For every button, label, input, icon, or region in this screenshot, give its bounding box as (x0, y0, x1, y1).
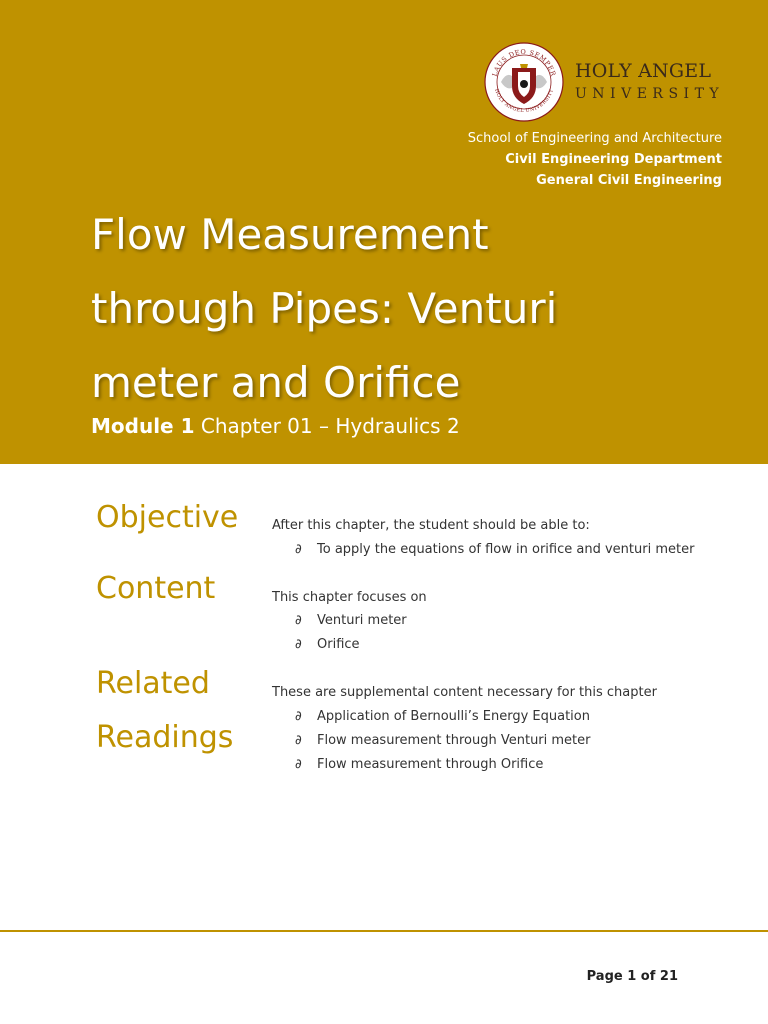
related-item (295, 757, 543, 772)
header-banner (0, 0, 768, 464)
title-line-1: Flow Measurement (91, 210, 489, 259)
seal-name: HOLY ANGEL UNIVERSITY (492, 88, 556, 115)
bullet-marker-icon: ∂ (295, 542, 302, 557)
related-item-text: Application of Bernoulli’s Energy Equation (317, 709, 590, 724)
university-name: HOLY ANGEL (575, 60, 712, 82)
page-number: Page 1 of 21 (586, 969, 678, 984)
footer-divider (0, 930, 768, 932)
bullet-marker-icon: ∂ (295, 637, 302, 652)
university-subname: UNIVERSITY (575, 86, 725, 102)
module-line (91, 414, 460, 438)
title-line-2: through Pipes: Venturi (91, 284, 558, 333)
related-item (295, 709, 590, 724)
related-item-text: Flow measurement through Orifice (317, 757, 544, 772)
related-heading: Related (96, 666, 210, 701)
bullet-marker-icon: ∂ (295, 709, 302, 724)
objective-item-text: To apply the equations of flow in orifice and venturi meter (317, 542, 695, 557)
university-seal-icon (484, 42, 564, 122)
university-logo (484, 42, 724, 122)
bullet-marker-icon: ∂ (295, 613, 302, 628)
program-name: General Civil Engineering (536, 173, 722, 188)
content-item-text: Venturi meter (317, 613, 407, 628)
school-name: School of Engineering and Architecture (467, 131, 722, 146)
content-heading: Content (96, 571, 216, 606)
readings-heading: Readings (96, 720, 234, 755)
content-item (295, 613, 407, 628)
module-label: Module 1 (91, 414, 195, 438)
related-item (295, 733, 591, 748)
objective-intro: After this chapter, the student should be able to: (272, 518, 590, 533)
related-intro: These are supplemental content necessary for this chapter (272, 685, 657, 700)
bullet-marker-icon: ∂ (295, 733, 302, 748)
title-line-3: meter and Orifice (91, 358, 461, 407)
content-item-text: Orifice (317, 637, 360, 652)
objective-item (295, 542, 694, 557)
document-title (91, 198, 691, 420)
bullet-marker-icon: ∂ (295, 757, 302, 772)
related-item-text: Flow measurement through Venturi meter (317, 733, 591, 748)
seal-motto: LAUS DEO SEMPER (490, 47, 558, 78)
module-chapter: Chapter 01 – Hydraulics 2 (200, 414, 460, 438)
objective-heading: Objective (96, 500, 239, 535)
content-intro: This chapter focuses on (272, 590, 427, 605)
department-name: Civil Engineering Department (505, 152, 722, 167)
content-item (295, 637, 360, 652)
